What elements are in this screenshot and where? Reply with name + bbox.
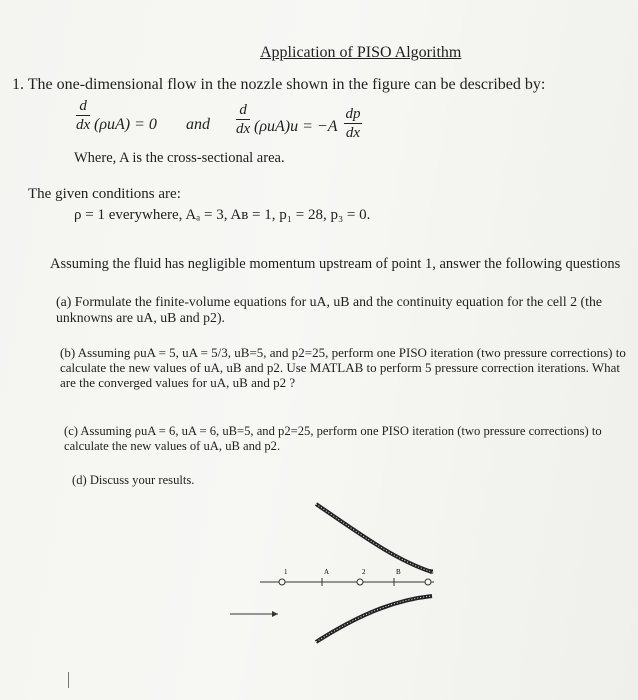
eq1-derivative <box>76 98 90 133</box>
nozzle-lower-hatch <box>316 596 432 642</box>
eq2-dpdx <box>344 106 362 141</box>
eq2-fraction-bar <box>236 119 250 120</box>
node-3-circle <box>425 579 431 585</box>
margin-mark <box>68 672 69 688</box>
nozzle-lower-wall <box>316 596 432 642</box>
eq1-dx: dx <box>76 117 91 133</box>
eq2-dx2: dx <box>345 125 361 141</box>
where-text: Where, A is the cross-sectional area. <box>74 150 285 166</box>
eq2-d: d <box>239 102 247 118</box>
nozzle-diagram <box>220 494 460 664</box>
node-3-label: 3 <box>430 568 434 576</box>
node-1-circle <box>279 579 285 585</box>
part-c-text: (c) Assuming ρuA = 6, uA = 6, uB=5, and p2=25, perform one PISO iteration (two pressure corrections) to calculate the new values of uA, uB and p2. <box>64 424 602 453</box>
part-a-text: (a) Formulate the finite-volume equations for uA, uB and the continuity equation for the cell 2 (the unknowns are uA, uB and p2). <box>56 294 602 325</box>
part-b-text: (b) Assuming ρuA = 5, uA = 5/3, uB=5, and p2=25, perform one PISO iteration (two pressure corrections) to calculate the new values of uA, uB and p2. Use MATLAB to perform 5 pressure correction iterations. What are the converged values for uA, uB and p2 ? <box>60 345 626 390</box>
eq2-dp: dp <box>345 106 361 122</box>
eq2-dx: dx <box>236 121 251 137</box>
given-conditions-label: The given conditions are: <box>28 186 181 202</box>
given-conditions-values: ρ = 1 everywhere, Aₐ = 3, Aʙ = 1, p₁ = 28, p₃ = 0. <box>74 207 371 223</box>
flow-arrow-head <box>272 611 278 617</box>
eq-and-word: and <box>186 116 210 133</box>
eq2-derivative <box>236 102 250 137</box>
question-1-text: 1. The one-dimensional flow in the nozzle shown in the figure can be described by: <box>12 76 546 93</box>
page-title: Application of PISO Algorithm <box>260 44 462 61</box>
eq1-fraction-bar <box>76 115 90 116</box>
face-a-label: A <box>324 568 330 576</box>
eq1-d: d <box>79 98 87 114</box>
part-d-text: (d) Discuss your results. <box>72 473 195 487</box>
equation-continuity: (ρuA) = 0 <box>94 116 157 133</box>
node-2-circle <box>357 579 363 585</box>
nozzle-upper-wall <box>316 504 432 572</box>
assumption-text: Assuming the fluid has negligible momentum upstream of point 1, answer the following questions <box>50 256 621 272</box>
node-1-label: 1 <box>284 568 288 576</box>
equation-momentum: (ρuA)u = −A <box>254 118 338 135</box>
node-2-label: 2 <box>362 568 366 576</box>
face-b-label: B <box>396 568 401 576</box>
eq2-dpdx-bar <box>344 123 362 124</box>
